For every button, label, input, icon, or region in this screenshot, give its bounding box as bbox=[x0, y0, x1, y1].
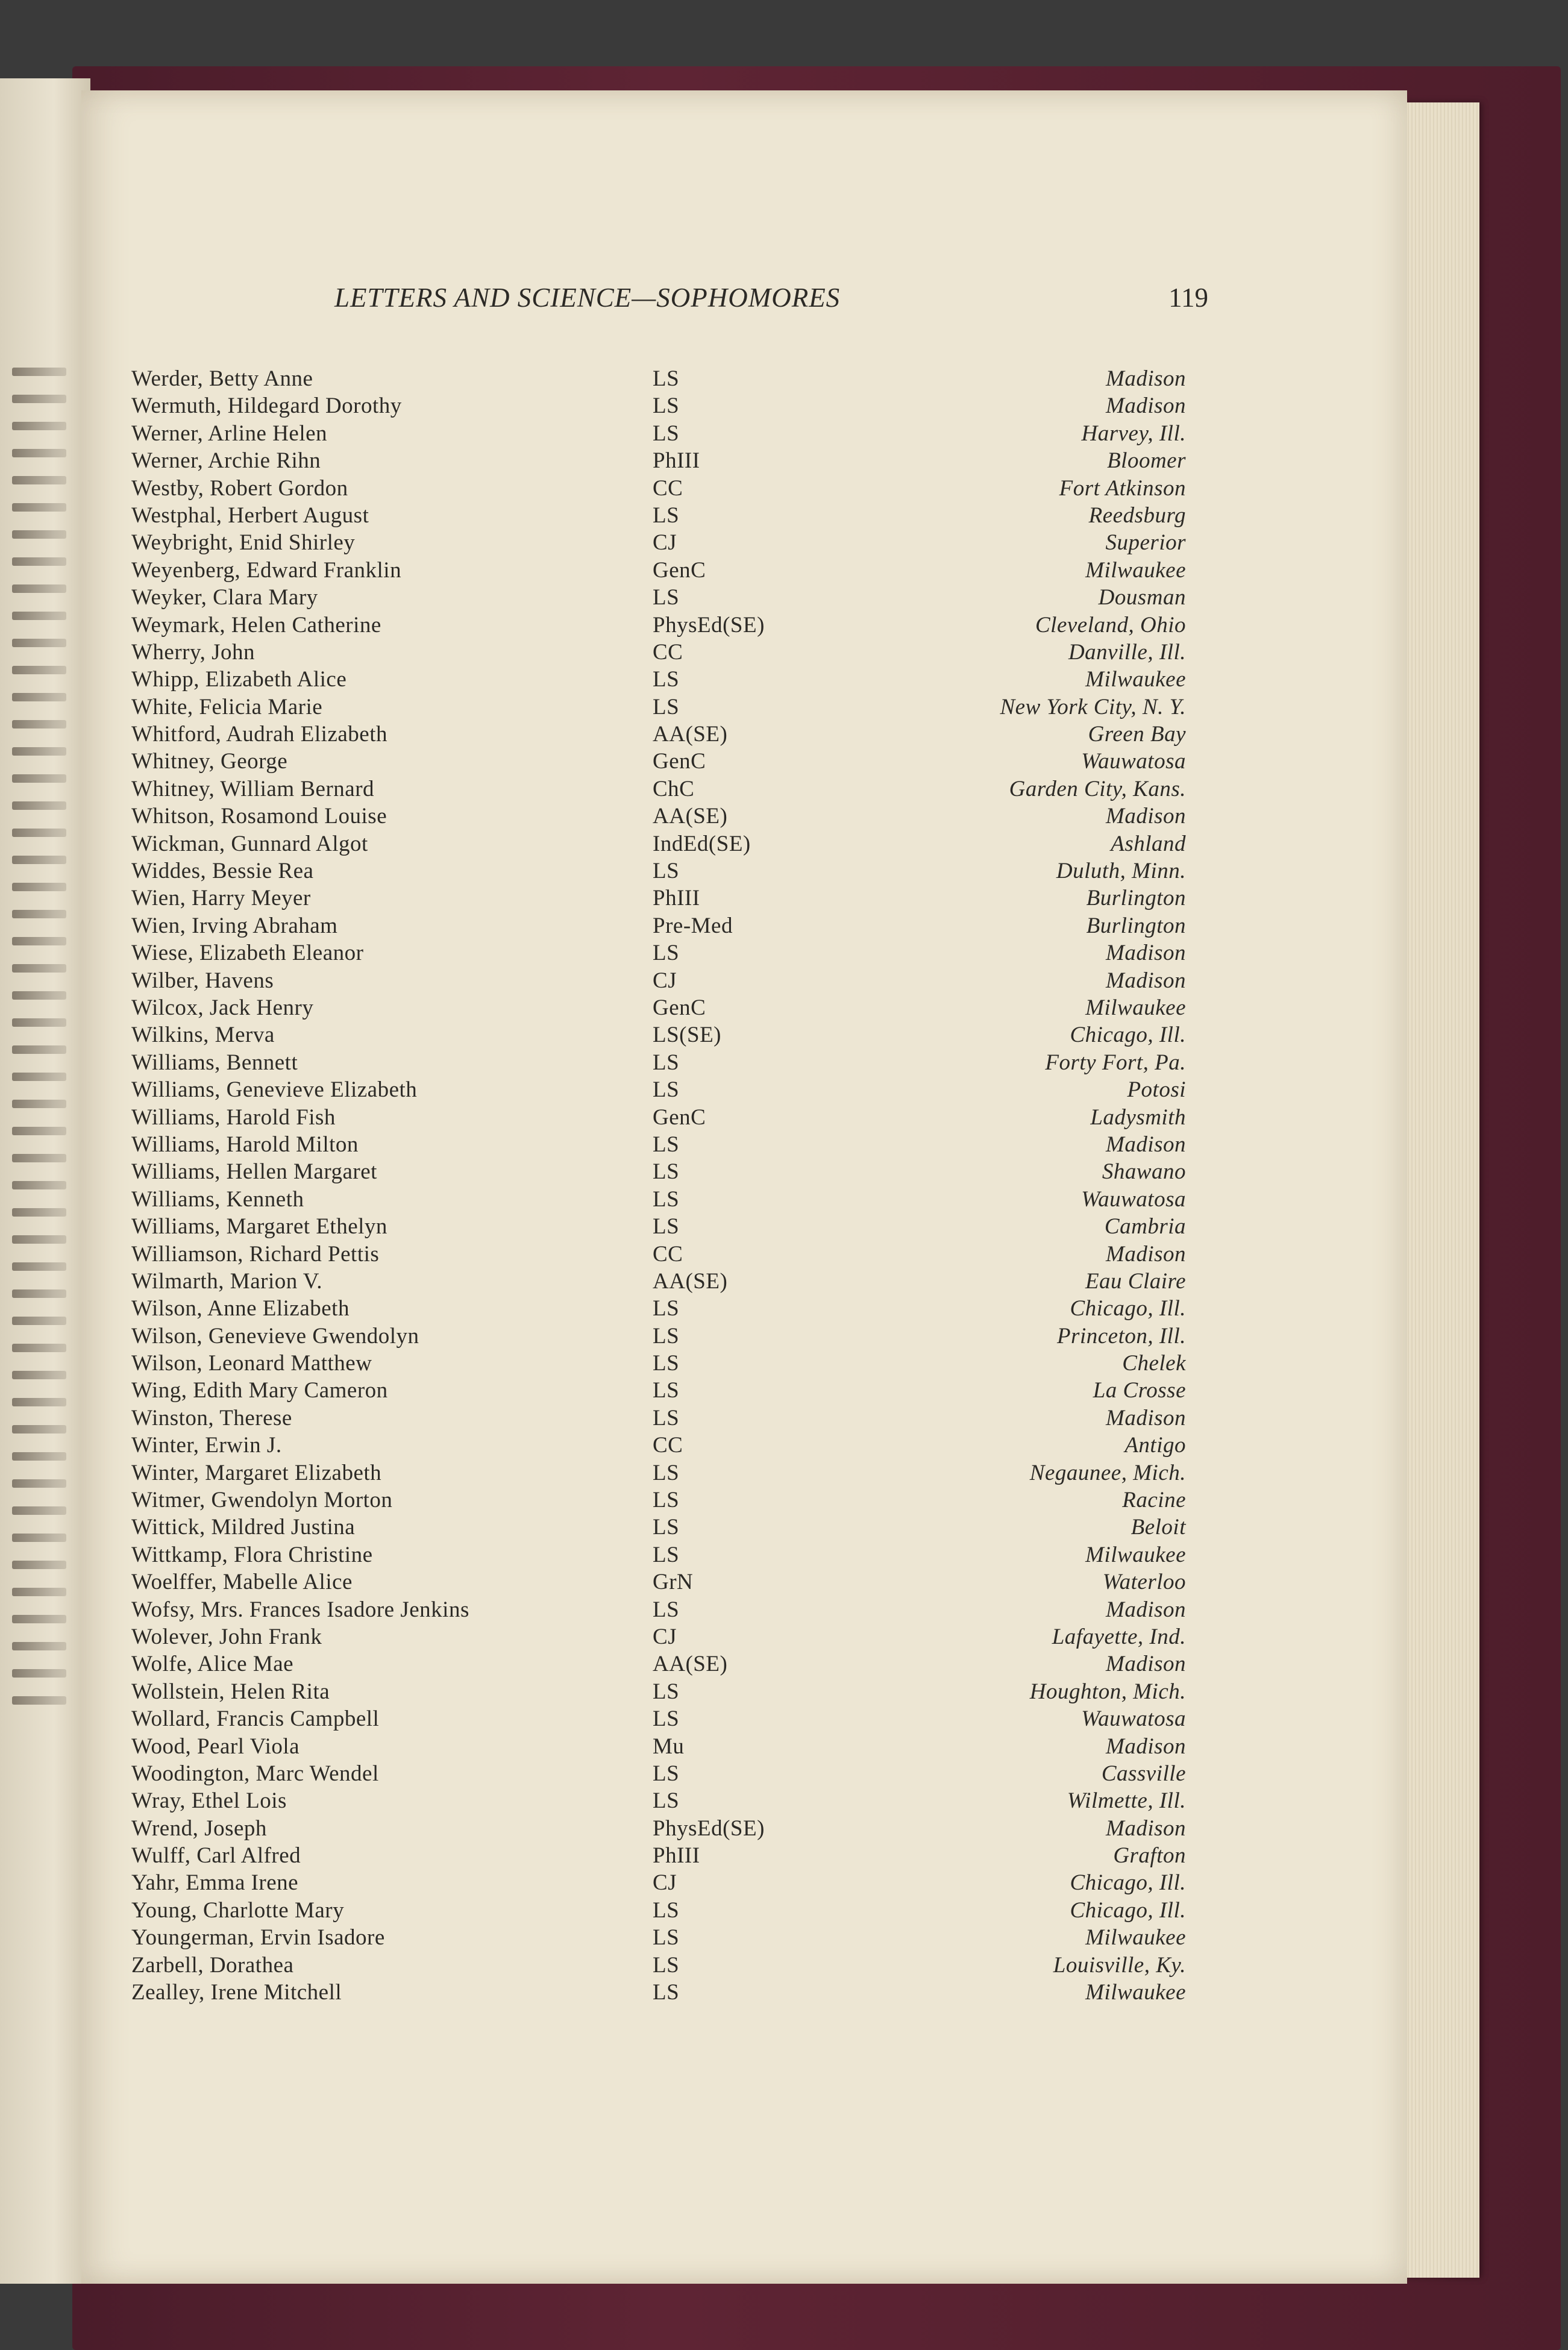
bleed-mark bbox=[12, 666, 66, 674]
bleed-mark bbox=[12, 720, 66, 728]
student-course: AA(SE) bbox=[653, 1268, 728, 1294]
student-course: LS bbox=[653, 1788, 680, 1814]
student-course: PhysEd(SE) bbox=[653, 1816, 765, 1841]
page-header bbox=[334, 282, 1208, 324]
student-row bbox=[131, 968, 1186, 995]
student-name: Wood, Pearl Viola bbox=[131, 1734, 300, 1759]
student-hometown: Madison bbox=[1106, 1241, 1186, 1267]
student-row bbox=[131, 1159, 1186, 1186]
student-hometown: Wauwatosa bbox=[1081, 749, 1186, 774]
student-name: Winter, Erwin J. bbox=[131, 1433, 282, 1458]
student-name: Young, Charlotte Mary bbox=[131, 1897, 345, 1923]
student-hometown: Grafton bbox=[1113, 1843, 1186, 1869]
student-row bbox=[131, 803, 1186, 830]
student-course: GrN bbox=[653, 1570, 694, 1595]
bleed-mark bbox=[12, 1344, 66, 1352]
student-name: Youngerman, Ervin Isadore bbox=[131, 1925, 385, 1950]
student-course: GenC bbox=[653, 557, 706, 583]
student-name: Wiese, Elizabeth Eleanor bbox=[131, 941, 364, 966]
student-course: LS bbox=[653, 1296, 680, 1321]
student-hometown: Fort Atkinson bbox=[1059, 475, 1186, 501]
running-head: LETTERS AND SCIENCE—SOPHOMORES bbox=[334, 283, 841, 313]
student-row bbox=[131, 393, 1186, 420]
bleed-mark bbox=[12, 883, 66, 891]
student-row bbox=[131, 1569, 1186, 1596]
student-hometown: Danville, Ill. bbox=[1068, 639, 1186, 665]
student-row bbox=[131, 1022, 1186, 1049]
student-row bbox=[131, 1405, 1186, 1432]
student-row bbox=[131, 1788, 1186, 1815]
bleed-mark bbox=[12, 774, 66, 783]
student-name: Winter, Margaret Elizabeth bbox=[131, 1460, 382, 1485]
student-hometown: Green Bay bbox=[1088, 722, 1186, 747]
student-name: Wien, Harry Meyer bbox=[131, 886, 311, 911]
student-row bbox=[131, 1979, 1186, 2007]
student-row bbox=[131, 1542, 1186, 1569]
student-course: LS bbox=[653, 1214, 680, 1239]
bleed-mark bbox=[12, 476, 66, 484]
student-hometown: Burlington bbox=[1086, 913, 1186, 938]
student-row bbox=[131, 694, 1186, 721]
student-name: Williamson, Richard Pettis bbox=[131, 1241, 380, 1267]
student-course: GenC bbox=[653, 749, 706, 774]
student-hometown: Reedsburg bbox=[1088, 503, 1186, 528]
student-name: Witmer, Gwendolyn Morton bbox=[131, 1488, 393, 1513]
student-name: Wolever, John Frank bbox=[131, 1624, 322, 1649]
student-row bbox=[131, 748, 1186, 776]
student-name: Whitson, Rosamond Louise bbox=[131, 804, 387, 829]
student-hometown: Dousman bbox=[1098, 585, 1186, 610]
student-name: Woodington, Marc Wendel bbox=[131, 1761, 379, 1786]
student-row bbox=[131, 776, 1186, 803]
student-hometown: Madison bbox=[1106, 393, 1186, 419]
bleed-mark bbox=[12, 1073, 66, 1081]
student-course: LS bbox=[653, 393, 680, 419]
student-course: LS bbox=[653, 503, 680, 528]
student-row bbox=[131, 1487, 1186, 1514]
student-course: LS bbox=[653, 1897, 680, 1923]
student-hometown: Shawano bbox=[1102, 1159, 1186, 1185]
bleed-mark bbox=[12, 747, 66, 756]
student-roster bbox=[131, 366, 1186, 2007]
bleed-mark bbox=[12, 910, 66, 918]
student-row bbox=[131, 1897, 1186, 1925]
student-name: Williams, Genevieve Elizabeth bbox=[131, 1077, 418, 1103]
student-row bbox=[131, 1296, 1186, 1323]
bleed-mark bbox=[12, 829, 66, 837]
student-row bbox=[131, 1350, 1186, 1377]
student-name: Wickman, Gunnard Algot bbox=[131, 831, 368, 856]
student-hometown: Beloit bbox=[1131, 1515, 1186, 1540]
student-course: LS bbox=[653, 694, 680, 719]
student-course: LS bbox=[653, 1542, 680, 1567]
bleed-mark bbox=[12, 991, 66, 1000]
bleed-mark bbox=[12, 584, 66, 593]
student-hometown: Negaunee, Mich. bbox=[1029, 1460, 1186, 1485]
student-hometown: Madison bbox=[1106, 1597, 1186, 1622]
bleed-mark bbox=[12, 1588, 66, 1596]
student-name: Wrend, Joseph bbox=[131, 1816, 267, 1841]
bleed-mark bbox=[12, 1452, 66, 1461]
student-name: Weybright, Enid Shirley bbox=[131, 530, 356, 556]
bleed-mark bbox=[12, 1425, 66, 1434]
student-name: Wollstein, Helen Rita bbox=[131, 1679, 330, 1704]
student-hometown: Milwaukee bbox=[1085, 1542, 1186, 1567]
student-course: GenC bbox=[653, 995, 706, 1020]
student-course: LS bbox=[653, 1351, 680, 1376]
bleed-mark bbox=[12, 1669, 66, 1678]
student-row bbox=[131, 831, 1186, 858]
student-hometown: Madison bbox=[1106, 1652, 1186, 1677]
student-course: LS bbox=[653, 421, 680, 446]
student-hometown: Houghton, Mich. bbox=[1029, 1679, 1186, 1704]
student-name: Wofsy, Mrs. Frances Isadore Jenkins bbox=[131, 1597, 469, 1622]
student-hometown: Harvey, Ill. bbox=[1081, 421, 1186, 446]
bleed-mark bbox=[12, 1479, 66, 1488]
bleed-mark bbox=[12, 1127, 66, 1135]
student-hometown: Madison bbox=[1106, 1405, 1186, 1430]
student-hometown: Ashland bbox=[1111, 831, 1186, 856]
student-row bbox=[131, 557, 1186, 584]
student-row bbox=[131, 1432, 1186, 1459]
student-row bbox=[131, 1514, 1186, 1541]
student-row bbox=[131, 1952, 1186, 1979]
student-course: AA(SE) bbox=[653, 1652, 728, 1677]
student-course: LS bbox=[653, 1460, 680, 1485]
student-course: LS bbox=[653, 1132, 680, 1157]
student-row bbox=[131, 995, 1186, 1022]
student-course: LS bbox=[653, 667, 680, 692]
student-course: GenC bbox=[653, 1104, 706, 1130]
student-row bbox=[131, 1241, 1186, 1268]
bleed-mark bbox=[12, 395, 66, 403]
student-course: LS bbox=[653, 1980, 680, 2005]
student-row bbox=[131, 1377, 1186, 1405]
student-hometown: Madison bbox=[1106, 804, 1186, 829]
bleed-mark bbox=[12, 1615, 66, 1623]
student-hometown: Antigo bbox=[1124, 1433, 1186, 1458]
student-hometown: Cambria bbox=[1104, 1214, 1186, 1239]
bleed-mark bbox=[12, 503, 66, 512]
student-hometown: Milwaukee bbox=[1085, 557, 1186, 583]
student-hometown: Louisville, Ky. bbox=[1053, 1952, 1186, 1978]
bleed-mark bbox=[12, 693, 66, 701]
student-row bbox=[131, 1870, 1186, 1897]
student-course: LS bbox=[653, 1679, 680, 1704]
student-name: Wollard, Francis Campbell bbox=[131, 1706, 380, 1732]
previous-page-edge bbox=[0, 78, 90, 2284]
student-name: Zealley, Irene Mitchell bbox=[131, 1980, 342, 2005]
bleed-mark bbox=[12, 937, 66, 945]
student-name: Wherry, John bbox=[131, 639, 255, 665]
student-course: LS(SE) bbox=[653, 1023, 721, 1048]
student-row bbox=[131, 475, 1186, 503]
bleed-mark bbox=[12, 801, 66, 810]
student-course: CC bbox=[653, 1433, 683, 1458]
student-course: LS bbox=[653, 1515, 680, 1540]
student-hometown: Milwaukee bbox=[1085, 995, 1186, 1020]
student-row bbox=[131, 1761, 1186, 1788]
student-name: Wilmarth, Marion V. bbox=[131, 1268, 323, 1294]
student-course: AA(SE) bbox=[653, 722, 728, 747]
student-course: LS bbox=[653, 941, 680, 966]
student-name: Wittkamp, Flora Christine bbox=[131, 1542, 373, 1567]
student-row bbox=[131, 1816, 1186, 1843]
student-hometown: Wauwatosa bbox=[1081, 1186, 1186, 1212]
student-course: PhIII bbox=[653, 886, 700, 911]
student-row bbox=[131, 1186, 1186, 1214]
student-course: LS bbox=[653, 1186, 680, 1212]
student-name: Williams, Bennett bbox=[131, 1050, 298, 1075]
student-name: Wilson, Genevieve Gwendolyn bbox=[131, 1323, 419, 1349]
student-hometown: Chelek bbox=[1122, 1351, 1186, 1376]
student-name: Williams, Kenneth bbox=[131, 1186, 304, 1212]
student-name: Wolfe, Alice Mae bbox=[131, 1652, 294, 1677]
student-course: CJ bbox=[653, 1870, 677, 1896]
student-name: Weymark, Helen Catherine bbox=[131, 612, 381, 638]
student-hometown: Superior bbox=[1105, 530, 1186, 556]
bleed-mark bbox=[12, 964, 66, 973]
student-name: Wulff, Carl Alfred bbox=[131, 1843, 301, 1869]
student-course: LS bbox=[653, 1159, 680, 1185]
student-hometown: Madison bbox=[1106, 968, 1186, 993]
student-course: PhIII bbox=[653, 1843, 700, 1869]
student-course: LS bbox=[653, 1925, 680, 1950]
student-name: White, Felicia Marie bbox=[131, 694, 323, 719]
student-course: LS bbox=[653, 1761, 680, 1786]
student-name: Weyker, Clara Mary bbox=[131, 585, 318, 610]
bleed-mark bbox=[12, 530, 66, 539]
bleed-mark bbox=[12, 1100, 66, 1108]
student-name: Whipp, Elizabeth Alice bbox=[131, 667, 347, 692]
student-course: Pre-Med bbox=[653, 913, 733, 938]
student-name: Wilkins, Merva bbox=[131, 1023, 275, 1048]
student-hometown: Cleveland, Ohio bbox=[1035, 612, 1186, 638]
student-course: LS bbox=[653, 1597, 680, 1622]
bleed-mark bbox=[12, 1045, 66, 1054]
student-row bbox=[131, 913, 1186, 940]
student-row bbox=[131, 666, 1186, 694]
bleed-mark bbox=[12, 639, 66, 647]
previous-page-text-bleed bbox=[0, 368, 90, 1723]
student-hometown: Chicago, Ill. bbox=[1070, 1296, 1186, 1321]
student-hometown: Milwaukee bbox=[1085, 1925, 1186, 1950]
student-name: Wilson, Leonard Matthew bbox=[131, 1351, 372, 1376]
student-row bbox=[131, 1214, 1186, 1241]
bleed-mark bbox=[12, 1561, 66, 1569]
student-hometown: Wilmette, Ill. bbox=[1067, 1788, 1186, 1814]
student-course: LS bbox=[653, 1488, 680, 1513]
student-course: LS bbox=[653, 1405, 680, 1430]
student-hometown: Madison bbox=[1106, 366, 1186, 391]
student-hometown: Milwaukee bbox=[1085, 1980, 1186, 2005]
student-hometown: Princeton, Ill. bbox=[1056, 1323, 1186, 1349]
student-row bbox=[131, 1104, 1186, 1132]
student-hometown: Racine bbox=[1122, 1488, 1186, 1513]
student-hometown: Garden City, Kans. bbox=[1009, 776, 1186, 801]
student-hometown: Burlington bbox=[1086, 886, 1186, 911]
student-hometown: Potosi bbox=[1127, 1077, 1186, 1103]
bleed-mark bbox=[12, 1018, 66, 1027]
student-row bbox=[131, 885, 1186, 912]
student-name: Whitford, Audrah Elizabeth bbox=[131, 722, 388, 747]
student-row bbox=[131, 1734, 1186, 1761]
student-row bbox=[131, 1077, 1186, 1104]
student-name: Werner, Arline Helen bbox=[131, 421, 328, 446]
student-name: Wing, Edith Mary Cameron bbox=[131, 1378, 388, 1403]
bleed-mark bbox=[12, 1262, 66, 1271]
student-name: Weyenberg, Edward Franklin bbox=[131, 557, 402, 583]
bleed-mark bbox=[12, 1506, 66, 1515]
student-course: CJ bbox=[653, 968, 677, 993]
student-row bbox=[131, 1268, 1186, 1296]
student-hometown: Chicago, Ill. bbox=[1070, 1897, 1186, 1923]
student-hometown: New York City, N. Y. bbox=[1000, 694, 1186, 719]
student-row bbox=[131, 1624, 1186, 1651]
student-course: Mu bbox=[653, 1734, 685, 1759]
student-course: LS bbox=[653, 1077, 680, 1103]
student-hometown: Madison bbox=[1106, 1132, 1186, 1157]
student-row bbox=[131, 366, 1186, 393]
student-hometown: Bloomer bbox=[1107, 448, 1186, 474]
student-row bbox=[131, 1651, 1186, 1678]
bleed-mark bbox=[12, 1235, 66, 1244]
student-name: Westphal, Herbert August bbox=[131, 503, 369, 528]
student-hometown: Waterloo bbox=[1102, 1570, 1186, 1595]
bleed-mark bbox=[12, 368, 66, 376]
bleed-mark bbox=[12, 1371, 66, 1379]
student-name: Wilcox, Jack Henry bbox=[131, 995, 314, 1020]
student-hometown: Cassville bbox=[1101, 1761, 1186, 1786]
student-name: Winston, Therese bbox=[131, 1405, 292, 1430]
student-hometown: La Crosse bbox=[1093, 1378, 1186, 1403]
student-row bbox=[131, 503, 1186, 530]
student-hometown: Duluth, Minn. bbox=[1056, 859, 1186, 884]
student-course: LS bbox=[653, 585, 680, 610]
bleed-mark bbox=[12, 612, 66, 620]
student-name: Wilber, Havens bbox=[131, 968, 274, 993]
student-hometown: Madison bbox=[1106, 941, 1186, 966]
student-course: LS bbox=[653, 1952, 680, 1978]
student-name: Whitney, William Bernard bbox=[131, 776, 375, 801]
student-course: CJ bbox=[653, 530, 677, 556]
student-name: Werder, Betty Anne bbox=[131, 366, 313, 391]
student-row bbox=[131, 940, 1186, 967]
student-course: LS bbox=[653, 1706, 680, 1732]
student-row bbox=[131, 612, 1186, 639]
student-hometown: Wauwatosa bbox=[1081, 1706, 1186, 1732]
page-number: 119 bbox=[1168, 283, 1208, 313]
student-name: Williams, Harold Milton bbox=[131, 1132, 359, 1157]
student-row bbox=[131, 584, 1186, 612]
student-course: PhysEd(SE) bbox=[653, 612, 765, 638]
student-name: Wien, Irving Abraham bbox=[131, 913, 338, 938]
student-row bbox=[131, 1460, 1186, 1487]
student-course: CC bbox=[653, 475, 683, 501]
bleed-mark bbox=[12, 1208, 66, 1217]
student-course: CC bbox=[653, 639, 683, 665]
student-course: AA(SE) bbox=[653, 804, 728, 829]
bleed-mark bbox=[12, 422, 66, 430]
bleed-mark bbox=[12, 1696, 66, 1705]
student-hometown: Chicago, Ill. bbox=[1070, 1870, 1186, 1896]
student-hometown: Milwaukee bbox=[1085, 667, 1186, 692]
student-row bbox=[131, 1925, 1186, 1952]
student-name: Werner, Archie Rihn bbox=[131, 448, 321, 474]
student-name: Williams, Harold Fish bbox=[131, 1104, 336, 1130]
student-row bbox=[131, 1706, 1186, 1733]
student-row bbox=[131, 1679, 1186, 1706]
student-hometown: Ladysmith bbox=[1090, 1104, 1186, 1130]
student-row bbox=[131, 448, 1186, 475]
student-row bbox=[131, 1050, 1186, 1077]
bleed-mark bbox=[12, 1317, 66, 1325]
student-row bbox=[131, 1323, 1186, 1350]
student-hometown: Madison bbox=[1106, 1734, 1186, 1759]
bleed-mark bbox=[12, 449, 66, 457]
bleed-mark bbox=[12, 1154, 66, 1162]
student-name: Westby, Robert Gordon bbox=[131, 475, 348, 501]
student-name: Wermuth, Hildegard Dorothy bbox=[131, 393, 402, 419]
bleed-mark bbox=[12, 557, 66, 566]
student-course: LS bbox=[653, 1050, 680, 1075]
bleed-mark bbox=[12, 1289, 66, 1298]
student-course: CC bbox=[653, 1241, 683, 1267]
student-hometown: Lafayette, Ind. bbox=[1052, 1624, 1186, 1649]
student-name: Zarbell, Dorathea bbox=[131, 1952, 294, 1978]
bleed-mark bbox=[12, 1642, 66, 1650]
student-course: IndEd(SE) bbox=[653, 831, 751, 856]
student-name: Williams, Margaret Ethelyn bbox=[131, 1214, 387, 1239]
student-name: Wittick, Mildred Justina bbox=[131, 1515, 356, 1540]
student-course: ChC bbox=[653, 776, 695, 801]
student-row bbox=[131, 421, 1186, 448]
student-course: LS bbox=[653, 859, 680, 884]
student-course: LS bbox=[653, 1378, 680, 1403]
bleed-mark bbox=[12, 856, 66, 864]
student-name: Woelffer, Mabelle Alice bbox=[131, 1570, 353, 1595]
bleed-mark bbox=[12, 1181, 66, 1189]
student-name: Williams, Hellen Margaret bbox=[131, 1159, 377, 1185]
student-hometown: Chicago, Ill. bbox=[1070, 1023, 1186, 1048]
student-name: Yahr, Emma Irene bbox=[131, 1870, 299, 1896]
student-course: LS bbox=[653, 1323, 680, 1349]
student-hometown: Forty Fort, Pa. bbox=[1045, 1050, 1186, 1075]
student-course: LS bbox=[653, 366, 680, 391]
student-name: Wilson, Anne Elizabeth bbox=[131, 1296, 350, 1321]
student-row bbox=[131, 1843, 1186, 1870]
student-row bbox=[131, 1132, 1186, 1159]
student-row bbox=[131, 530, 1186, 557]
bleed-mark bbox=[12, 1534, 66, 1542]
student-name: Whitney, George bbox=[131, 749, 288, 774]
student-hometown: Eau Claire bbox=[1085, 1268, 1186, 1294]
student-course: PhIII bbox=[653, 448, 700, 474]
student-row bbox=[131, 721, 1186, 748]
student-name: Widdes, Bessie Rea bbox=[131, 859, 314, 884]
student-row bbox=[131, 1597, 1186, 1624]
student-row bbox=[131, 858, 1186, 885]
student-row bbox=[131, 639, 1186, 666]
bleed-mark bbox=[12, 1398, 66, 1406]
student-course: CJ bbox=[653, 1624, 677, 1649]
student-name: Wray, Ethel Lois bbox=[131, 1788, 287, 1814]
student-hometown: Madison bbox=[1106, 1816, 1186, 1841]
